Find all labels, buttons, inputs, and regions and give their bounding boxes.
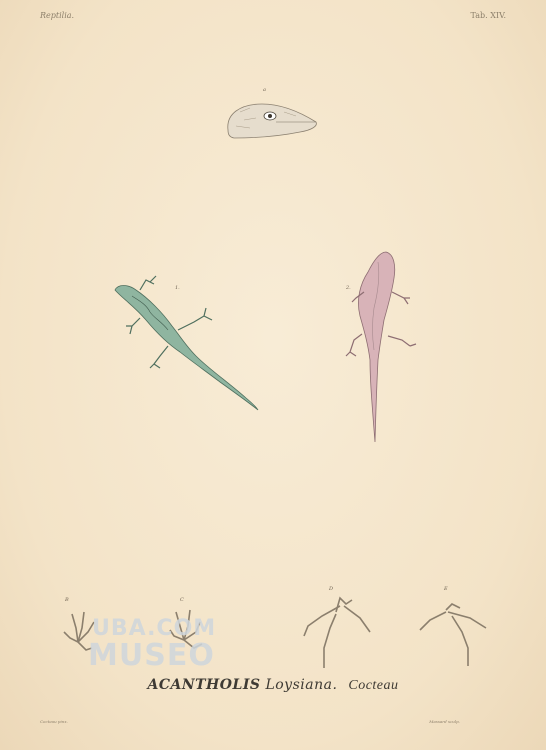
foot-figure-b bbox=[64, 612, 94, 650]
credit-painter: Cocteau pinx. bbox=[40, 719, 68, 724]
foot-figure-e bbox=[420, 604, 486, 666]
lizard-head-figure bbox=[228, 104, 317, 138]
header-section: Reptilia. bbox=[40, 11, 75, 20]
label-figure-d: D bbox=[329, 586, 334, 592]
title-species: Loysiana. bbox=[265, 677, 338, 693]
watermark-line-2: MUSEO bbox=[88, 638, 215, 673]
label-head-figure: a bbox=[263, 87, 266, 93]
title-genus: ACANTHOLIS bbox=[147, 677, 261, 693]
label-lizard-1: 1. bbox=[175, 285, 180, 291]
title-author: Cocteau bbox=[348, 678, 399, 693]
label-lizard-2: 2. bbox=[346, 285, 351, 291]
label-figure-c: C bbox=[180, 597, 184, 603]
label-figure-e: E bbox=[444, 586, 448, 592]
credit-engraver: Massard sculp. bbox=[429, 719, 460, 724]
lizard-2-figure bbox=[346, 252, 416, 442]
plate-title bbox=[0, 677, 546, 694]
foot-figure-d bbox=[304, 598, 370, 668]
label-figure-b: B bbox=[65, 597, 69, 603]
header-plate-number: Tab. XIV. bbox=[470, 11, 506, 20]
watermark-line-1: UBA.COM bbox=[92, 616, 217, 641]
lizard-1-figure bbox=[115, 276, 258, 410]
foot-figure-c bbox=[170, 610, 202, 648]
